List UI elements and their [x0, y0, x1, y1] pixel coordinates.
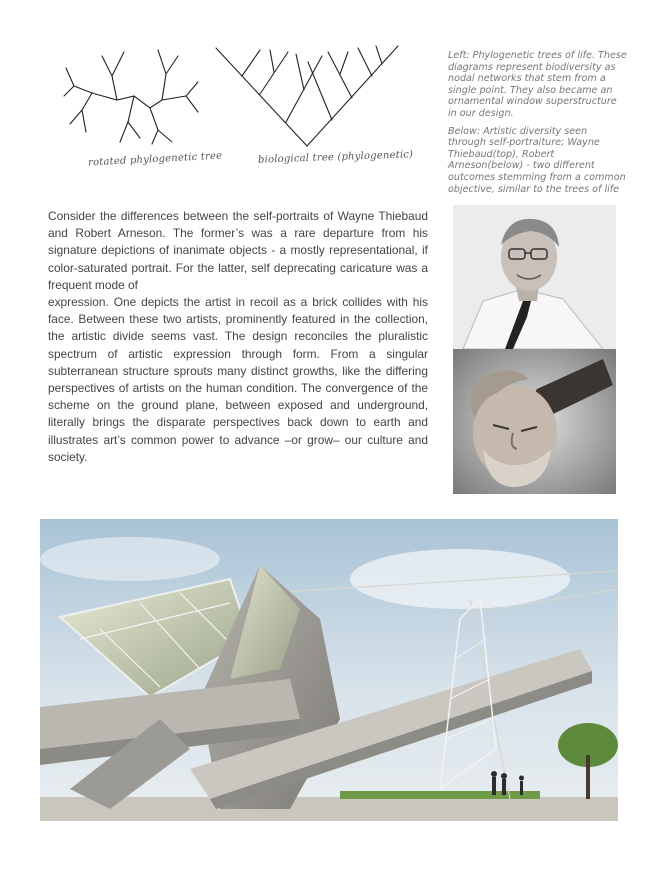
caption-self-portraits: Below: Artistic diversity seen through self-portraiture; Wayne Thiebaud(top), Robert Arneson(below) - two different outcomes stemming from a common objective, similar to the trees of life — [448, 125, 626, 195]
biological-tree-label: biological tree (phylogenetic) — [257, 149, 414, 166]
figure-caption — [448, 50, 628, 201]
rotated-phylogenetic-tree-sketch — [62, 38, 202, 148]
body-paragraph: Consider the differences between the self-portraits of Wayne Thiebaud and Robert Arneson. The former’s was a rare departure from his signature depictions of inanimate objects - a mostly representational, if color-saturated portrait. For the latter, self deprecating caricature was a frequent mode of — [48, 209, 428, 292]
rotated-tree-label: rotated phylogenetic tree — [87, 150, 223, 169]
caption-phylogenetic: Left: Phylogenetic trees of life. These diagrams represent biodiversity as nodal networks that stem from a single point. They also became an ornamental window superstructure in our design. — [448, 50, 627, 119]
architectural-rendering — [40, 519, 618, 821]
body-text — [48, 208, 428, 466]
body-paragraph: expression. One depicts the artist in recoil as a brick collides with his face. Between these two artists, prominently featured in the collection, the artistic divide seems vast. The design reconciles the pluralistic spectrum of artistic expression through form. From a singular subterranean structure sprouts many distinct growths, like the differing perspectives of artists on the human condition. The convergence of the scheme on the ground plane, between exposed and underground, literally brings the disparate perspectives back down to earth and illustrates art’s common power to advance –or grow– our culture and society. — [48, 295, 428, 464]
biological-tree-sketch — [212, 42, 402, 152]
arneson-sculpture-photo — [453, 349, 616, 494]
thiebaud-portrait-photo — [453, 205, 616, 349]
